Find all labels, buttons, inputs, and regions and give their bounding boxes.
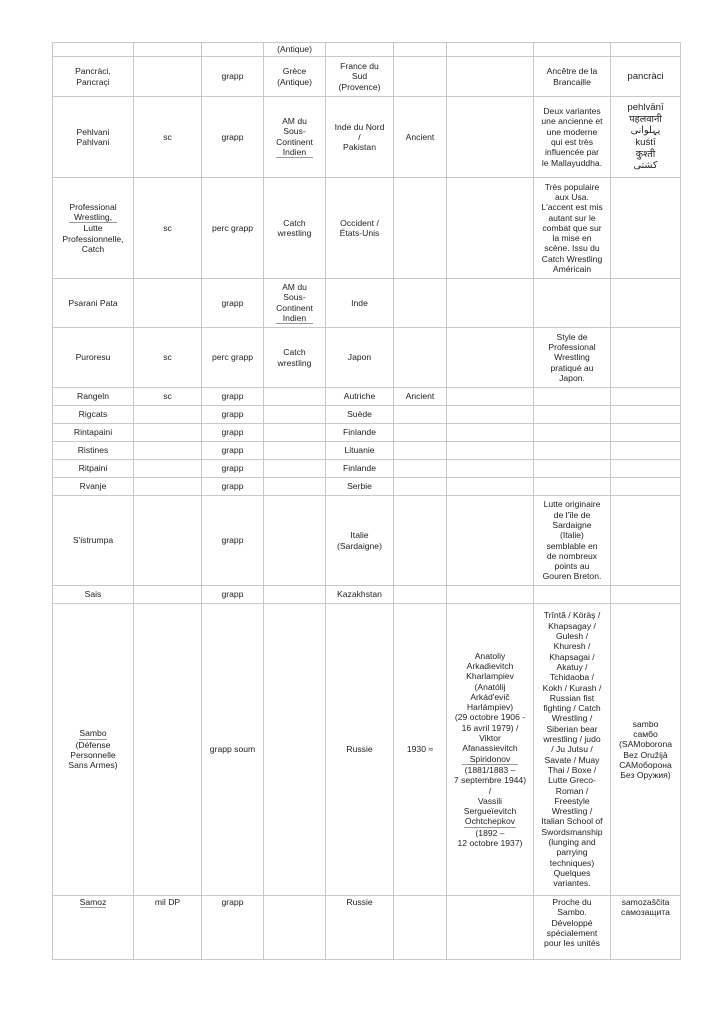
cell-name-link[interactable]: Professional Wrestling, Lutte Professionnelle, Catch bbox=[53, 178, 134, 279]
cell-region: Russie bbox=[326, 896, 394, 960]
cell-script bbox=[611, 178, 681, 279]
cell-name: Rangeln bbox=[53, 388, 134, 406]
cell-epoch bbox=[394, 406, 447, 424]
cell-notes bbox=[534, 388, 611, 406]
cell-script bbox=[611, 442, 681, 460]
cell-class: grapp bbox=[202, 442, 264, 460]
cell-script: pehlvānī पहलवानी پہلوانی kuśtī कुश्ती کشتی bbox=[611, 97, 681, 178]
cell-notes bbox=[534, 279, 611, 328]
cell-region: Italie (Sardaigne) bbox=[326, 496, 394, 586]
cell-epoch bbox=[394, 442, 447, 460]
cell-founder bbox=[447, 586, 534, 604]
cell-notes bbox=[534, 406, 611, 424]
cell-epoch bbox=[394, 586, 447, 604]
cell-founder bbox=[447, 328, 534, 388]
cell-origin bbox=[264, 460, 326, 478]
cell-script bbox=[611, 460, 681, 478]
cell-region: Russie bbox=[326, 604, 394, 896]
table-row bbox=[53, 328, 681, 388]
cell-type bbox=[134, 406, 202, 424]
cell-script bbox=[611, 279, 681, 328]
cell-type bbox=[134, 604, 202, 896]
cell-region: Serbie bbox=[326, 478, 394, 496]
cell-notes: Style de Professional Wrestling pratiqué au Japon. bbox=[534, 328, 611, 388]
cell-origin bbox=[264, 388, 326, 406]
cell-notes bbox=[534, 442, 611, 460]
table-row bbox=[53, 604, 681, 896]
cell-region: Kazakhstan bbox=[326, 586, 394, 604]
cell-founder bbox=[447, 424, 534, 442]
cell-founder bbox=[447, 496, 534, 586]
cell-notes: Très populaire aux Usa. L'accent est mis autant sur le combat que sur la mise en scène. Issu du Catch Wrestling Américain bbox=[534, 178, 611, 279]
cell-class bbox=[202, 43, 264, 57]
cell-class: grapp bbox=[202, 388, 264, 406]
cell-founder bbox=[447, 388, 534, 406]
cell-class: grapp bbox=[202, 496, 264, 586]
cell-type bbox=[134, 496, 202, 586]
cell-founder bbox=[447, 178, 534, 279]
cell-notes bbox=[534, 586, 611, 604]
cell-name: Rintapaini bbox=[53, 424, 134, 442]
cell-founder bbox=[447, 442, 534, 460]
cell-region bbox=[326, 43, 394, 57]
cell-region: Finlande bbox=[326, 460, 394, 478]
cell-type bbox=[134, 279, 202, 328]
cell-region: France du Sud (Provence) bbox=[326, 57, 394, 97]
cell-region: Inde du Nord / Pakistan bbox=[326, 97, 394, 178]
cell-notes bbox=[534, 424, 611, 442]
cell-founder bbox=[447, 478, 534, 496]
cell-epoch bbox=[394, 279, 447, 328]
cell-class: grapp bbox=[202, 478, 264, 496]
cell-script bbox=[611, 388, 681, 406]
cell-founder bbox=[447, 460, 534, 478]
cell-epoch: 1930 ≈ bbox=[394, 604, 447, 896]
cell-origin bbox=[264, 604, 326, 896]
cell-region: Autriche bbox=[326, 388, 394, 406]
cell-class: grapp bbox=[202, 406, 264, 424]
table-row bbox=[53, 43, 681, 57]
table-row bbox=[53, 478, 681, 496]
cell-type bbox=[134, 424, 202, 442]
cell-type bbox=[134, 460, 202, 478]
cell-script bbox=[611, 478, 681, 496]
cell-origin-link[interactable]: AM du Sous- Continent Indien bbox=[264, 97, 326, 178]
cell-epoch bbox=[394, 478, 447, 496]
cell-origin bbox=[264, 406, 326, 424]
cell-epoch bbox=[394, 896, 447, 960]
cell-name-link[interactable]: Samoz bbox=[53, 896, 134, 960]
cell-origin: Catch wrestling bbox=[264, 178, 326, 279]
cell-founder bbox=[447, 43, 534, 57]
cell-origin bbox=[264, 442, 326, 460]
cell-script bbox=[611, 43, 681, 57]
cell-founder bbox=[447, 406, 534, 424]
cell-origin: Catch wrestling bbox=[264, 328, 326, 388]
table-row bbox=[53, 406, 681, 424]
cell-epoch bbox=[394, 424, 447, 442]
cell-founder bbox=[447, 279, 534, 328]
cell-region: Occident / États-Unis bbox=[326, 178, 394, 279]
table-row bbox=[53, 388, 681, 406]
table-row bbox=[53, 896, 681, 960]
cell-class: grapp bbox=[202, 896, 264, 960]
cell-name: Pancràci, Pancraçi bbox=[53, 57, 134, 97]
cell-notes: Proche du Sambo. Développé spécialement pour les unités bbox=[534, 896, 611, 960]
cell-notes: Deux variantes une ancienne et une moderne qui est très influencée par le Mallayuddha. bbox=[534, 97, 611, 178]
cell-name: Puroresu bbox=[53, 328, 134, 388]
cell-epoch bbox=[394, 496, 447, 586]
cell-class: grapp bbox=[202, 279, 264, 328]
cell-script bbox=[611, 424, 681, 442]
cell-script bbox=[611, 406, 681, 424]
cell-name: Ristines bbox=[53, 442, 134, 460]
cell-epoch bbox=[394, 178, 447, 279]
cell-class: grapp bbox=[202, 586, 264, 604]
founder-link-spiridonov[interactable]: Viktor Afanassievitch Spiridonov bbox=[462, 733, 518, 764]
cell-region: Finlande bbox=[326, 424, 394, 442]
cell-founder: Anatoliy Arkadievitch Kharlampiev (Anatólij Arkád'evič Harlámpiev) (29 octobre 1906 - 16 avril 1979) / Viktor Afanassievitch Spiridonov (1881/1883 – 7 septembre 1944) / Vassili Sergueïevitch Ochtchepkov (1892 – 12 octobre 1937) bbox=[447, 604, 534, 896]
cell-region: Japon bbox=[326, 328, 394, 388]
cell-epoch bbox=[394, 57, 447, 97]
cell-origin bbox=[264, 586, 326, 604]
cell-class: grapp bbox=[202, 460, 264, 478]
cell-name bbox=[53, 43, 134, 57]
cell-epoch bbox=[394, 43, 447, 57]
cell-origin-link[interactable]: AM du Sous- Continent Indien bbox=[264, 279, 326, 328]
cell-name: Rvanje bbox=[53, 478, 134, 496]
cell-origin: Grèce (Antique) bbox=[264, 57, 326, 97]
cell-origin bbox=[264, 478, 326, 496]
cell-type bbox=[134, 43, 202, 57]
cell-name: Ritpaini bbox=[53, 460, 134, 478]
cell-name: Sais bbox=[53, 586, 134, 604]
cell-class: grapp bbox=[202, 424, 264, 442]
cell-origin bbox=[264, 896, 326, 960]
table-row bbox=[53, 178, 681, 279]
cell-type bbox=[134, 57, 202, 97]
cell-epoch bbox=[394, 328, 447, 388]
cell-type: sc bbox=[134, 97, 202, 178]
cell-epoch bbox=[394, 460, 447, 478]
cell-name: Psarani Pata bbox=[53, 279, 134, 328]
table-row bbox=[53, 496, 681, 586]
cell-origin bbox=[264, 424, 326, 442]
cell-epoch: Ancient bbox=[394, 97, 447, 178]
cell-type: mil DP bbox=[134, 896, 202, 960]
cell-name: Rigcats bbox=[53, 406, 134, 424]
cell-type bbox=[134, 586, 202, 604]
martial-arts-table bbox=[52, 42, 681, 960]
cell-region: Suède bbox=[326, 406, 394, 424]
cell-class: grapp bbox=[202, 57, 264, 97]
cell-type bbox=[134, 478, 202, 496]
cell-name: Pehlvani Pahlvani bbox=[53, 97, 134, 178]
cell-class: perc grapp bbox=[202, 328, 264, 388]
cell-class: grapp soum bbox=[202, 604, 264, 896]
cell-notes bbox=[534, 43, 611, 57]
cell-type: sc bbox=[134, 388, 202, 406]
table-row bbox=[53, 97, 681, 178]
founder-link-ochtchepkov[interactable]: Vassili Sergueïevitch Ochtchepkov bbox=[463, 795, 517, 827]
table-row bbox=[53, 279, 681, 328]
cell-script bbox=[611, 496, 681, 586]
cell-notes: Trîntă / Köräş / Khapsagay / Gulesh / Khuresh / Khapsagai / Akatuy / Tchidaoba / Kokh / Kurash / Russian fist fighting / Catch Wrestling / Siberian bear wrestling / judo / Ju Jutsu / Savate / Muay Thai / Boxe / Lutte Greco- Roman / Freestyle Wrestling / Italian School of Swordsmanship (lunging and parrying techniques) Quelques variantes. bbox=[534, 604, 611, 896]
cell-script bbox=[611, 586, 681, 604]
cell-script: pancràci bbox=[611, 57, 681, 97]
cell-class: grapp bbox=[202, 97, 264, 178]
cell-class: perc grapp bbox=[202, 178, 264, 279]
table-row bbox=[53, 57, 681, 97]
cell-type: sc bbox=[134, 328, 202, 388]
cell-origin: (Antique) bbox=[264, 43, 326, 57]
cell-type bbox=[134, 442, 202, 460]
cell-name: Sambo (Défense Personnelle Sans Armes) bbox=[53, 604, 134, 896]
cell-founder bbox=[447, 57, 534, 97]
cell-name: S'istrumpa bbox=[53, 496, 134, 586]
cell-origin bbox=[264, 496, 326, 586]
cell-notes bbox=[534, 460, 611, 478]
cell-notes bbox=[534, 478, 611, 496]
table-row bbox=[53, 586, 681, 604]
cell-script: samozaščita самозащита bbox=[611, 896, 681, 960]
cell-type: sc bbox=[134, 178, 202, 279]
table-row bbox=[53, 460, 681, 478]
cell-founder bbox=[447, 896, 534, 960]
cell-region: Inde bbox=[326, 279, 394, 328]
cell-notes: Ancêtre de la Brancaille bbox=[534, 57, 611, 97]
cell-founder bbox=[447, 97, 534, 178]
cell-notes: Lutte originaire de l'île de Sardaigne (Italie) semblable en de nombreux points au Gouren Breton. bbox=[534, 496, 611, 586]
cell-script: sambo самбо (SAMoborona Bez Oružijā САМоборона Без Оружия) bbox=[611, 604, 681, 896]
cell-script bbox=[611, 328, 681, 388]
cell-epoch: Ancient bbox=[394, 388, 447, 406]
table-row bbox=[53, 424, 681, 442]
table-row bbox=[53, 442, 681, 460]
cell-region: Lituanie bbox=[326, 442, 394, 460]
